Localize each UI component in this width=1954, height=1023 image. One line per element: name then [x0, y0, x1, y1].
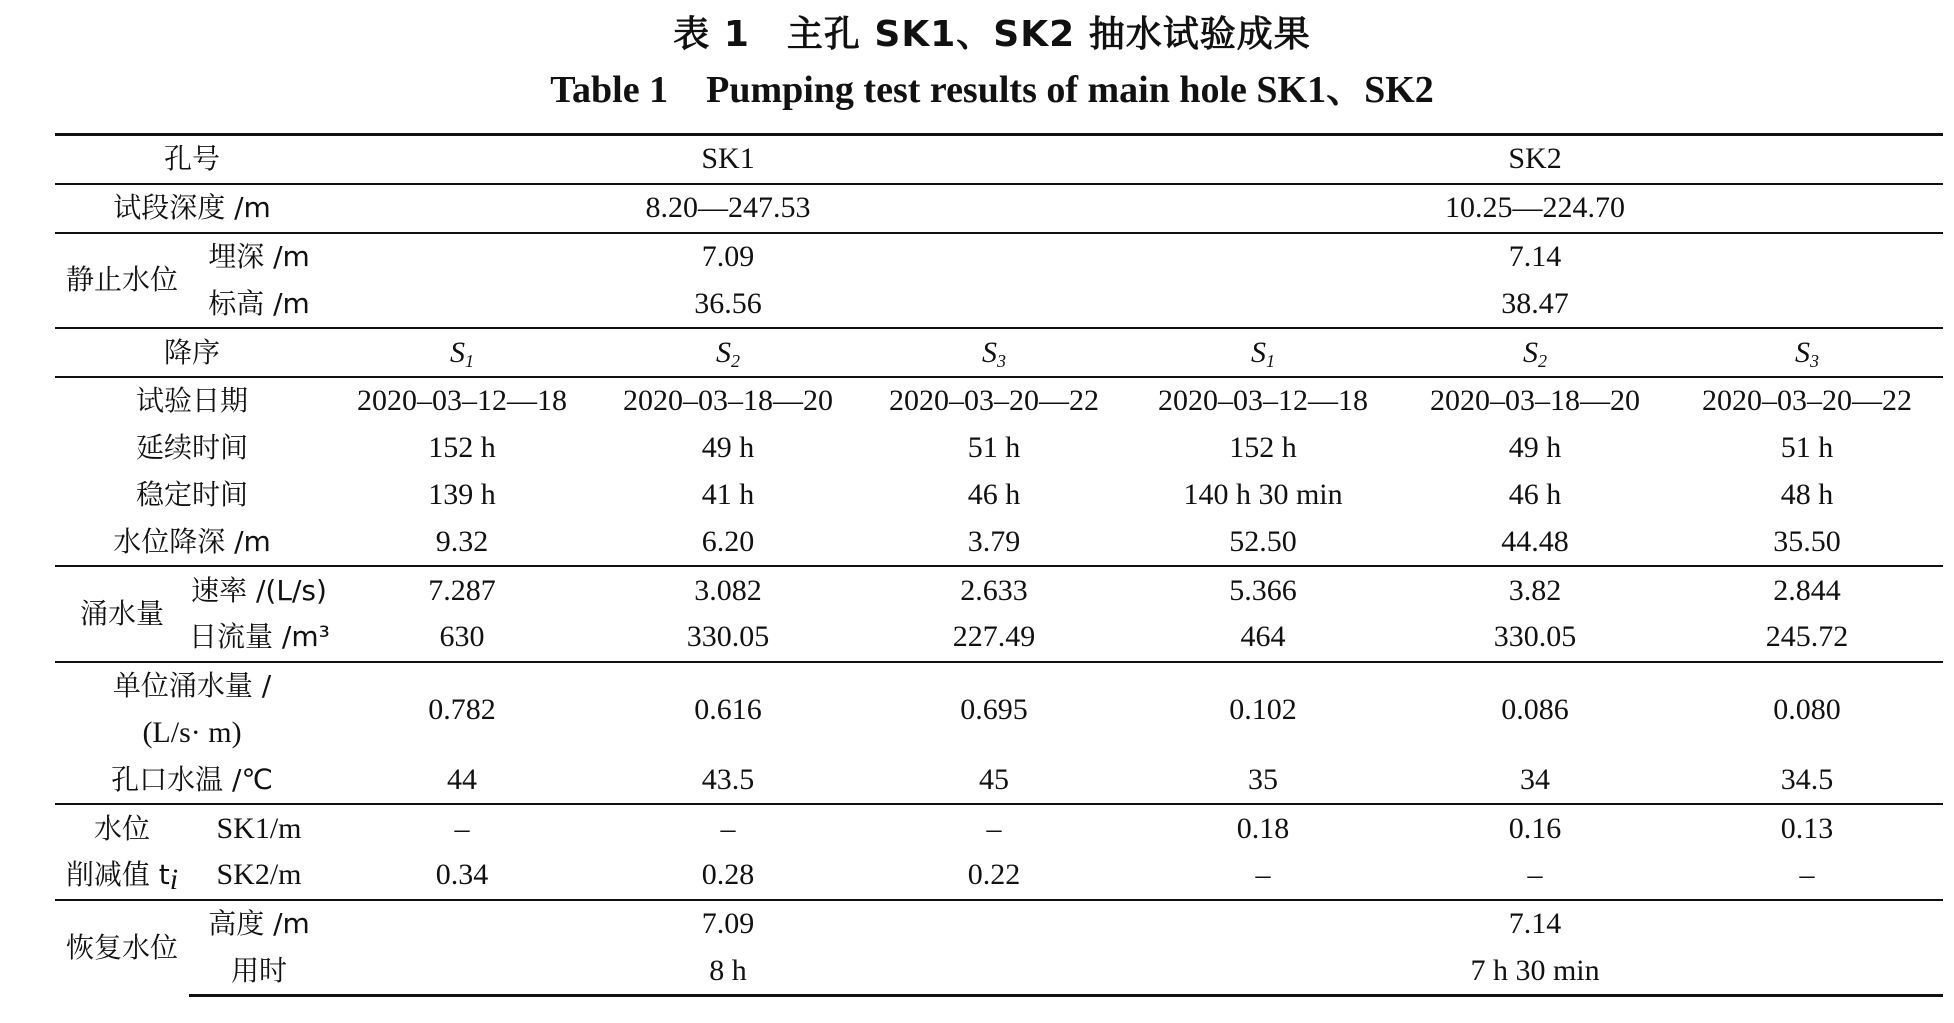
label-unit-yield-line1: 单位涌水量 / [55, 662, 329, 710]
cell-duration: 51 h [1780, 431, 1834, 465]
cell-unit: 0.086 [1399, 662, 1671, 757]
cell-unit: 0.695 [861, 662, 1127, 757]
row-test-date [55, 377, 1943, 425]
cell-date: 2020–03–20—22 [861, 377, 1127, 425]
stage-letter: S [982, 335, 998, 369]
cell-stable: 41 h [701, 477, 755, 511]
hole-sk2-name: SK2 [1127, 135, 1943, 184]
cell-stable: 140 h 30 min [1183, 477, 1343, 511]
label-stable-time: 稳定时间 [136, 477, 249, 511]
stage-sub: 2 [1538, 350, 1548, 371]
cell-duration: 49 h [701, 431, 755, 465]
cell-daily: 630 [439, 620, 485, 654]
reduction-sub: i [169, 863, 179, 897]
row-static-elevation [55, 280, 1943, 328]
cell-drawdown: 44.48 [1501, 524, 1569, 558]
cell-stable: 46 h [967, 477, 1021, 511]
label-duration: 延续时间 [136, 431, 249, 465]
cell-drawdown: 52.50 [1229, 524, 1297, 558]
cell-date: 2020–03–18—20 [1399, 377, 1671, 425]
cell-duration: 152 h [1229, 431, 1297, 465]
label-reduction-line1: 水位 [55, 804, 189, 852]
cell-temp: 43.5 [701, 762, 755, 796]
stage-letter: S [1795, 335, 1811, 369]
cell-rate: 3.82 [1399, 566, 1671, 614]
row-depth [55, 184, 1943, 233]
cell-red-sk1: – [595, 804, 861, 852]
cell-red-sk2: – [1799, 858, 1815, 892]
cell-rate: 2.844 [1671, 566, 1943, 614]
row-yield-rate [55, 566, 1943, 614]
stage-letter: S [1523, 335, 1539, 369]
row-stable-time [55, 472, 1943, 519]
label-elevation: 标高 /m [208, 286, 310, 320]
cell-daily: 464 [1240, 620, 1286, 654]
cell-temp: 35 [1248, 762, 1279, 796]
cell-temp: 44 [447, 762, 478, 796]
cell-red-sk2: – [1527, 858, 1543, 892]
caption-chinese: 表 1 主孔 SK1、SK2 抽水试验成果 [673, 14, 1311, 55]
cell-red-sk1: – [861, 804, 1127, 852]
cell-drawdown: 6.20 [701, 524, 755, 558]
row-unit-yield-a [55, 662, 1943, 710]
row-hole-no [55, 135, 1943, 184]
row-recovery-height [55, 900, 1943, 948]
stage-sub: 2 [731, 350, 741, 371]
sk2-recovery-height: 7.14 [1127, 900, 1943, 948]
cell-stable: 48 h [1780, 477, 1834, 511]
row-reduction-sk2 [55, 852, 1943, 900]
cell-unit: 0.616 [595, 662, 861, 757]
row-static-burial [55, 233, 1943, 281]
stage-symbol [1671, 328, 1943, 377]
cell-duration: 49 h [1508, 431, 1562, 465]
cell-red-sk2: 0.34 [435, 858, 489, 892]
cell-red-sk1: 0.13 [1671, 804, 1943, 852]
cell-unit: 0.080 [1671, 662, 1943, 757]
cell-stable: 139 h [428, 477, 496, 511]
label-static-level: 静止水位 [55, 233, 189, 329]
stage-symbol [329, 328, 595, 377]
cell-unit: 0.102 [1127, 662, 1399, 757]
hole-sk1-name: SK1 [329, 135, 1127, 184]
sk2-burial: 7.14 [1127, 233, 1943, 281]
label-recovery: 恢复水位 [55, 900, 189, 996]
cell-date: 2020–03–12—18 [1127, 377, 1399, 425]
label-depth: 试段深度 /m [55, 184, 329, 233]
stage-symbol [595, 328, 861, 377]
cell-rate: 2.633 [861, 566, 1127, 614]
sk1-recovery-height: 7.09 [329, 900, 1127, 948]
stage-symbol [1399, 328, 1671, 377]
row-reduction-sk1 [55, 804, 1943, 852]
caption-english: Table 1 Pumping test results of main hole SK1、SK2 [550, 69, 1434, 111]
stage-letter: S [450, 335, 466, 369]
label-sk1m: SK1/m [189, 804, 329, 852]
stage-sub: 1 [465, 350, 475, 371]
sk2-recovery-time: 7 h 30 min [1127, 948, 1943, 996]
cell-date: 2020–03–18—20 [595, 377, 861, 425]
label-temperature: 孔口水温 /℃ [111, 762, 273, 796]
stage-symbol [861, 328, 1127, 377]
stage-sub: 3 [997, 350, 1007, 371]
sk1-depth: 8.20—247.53 [329, 184, 1127, 233]
cell-unit: 0.782 [329, 662, 595, 757]
cell-drawdown: 9.32 [435, 524, 489, 558]
cell-temp: 45 [979, 762, 1010, 796]
reduction-text: 削减值 t [65, 858, 170, 892]
cell-red-sk2: 0.22 [967, 858, 1021, 892]
label-hole-no: 孔号 [55, 135, 329, 184]
cell-red-sk2: 0.28 [701, 858, 755, 892]
table-caption [0, 8, 1954, 116]
cell-daily: 227.49 [952, 620, 1036, 654]
cell-red-sk1: 0.16 [1399, 804, 1671, 852]
label-rate: 速率 /(L/s) [189, 566, 329, 614]
cell-drawdown: 3.79 [967, 524, 1021, 558]
cell-daily: 245.72 [1765, 620, 1849, 654]
row-recovery-time [55, 948, 1943, 996]
row-drawdown-order [55, 328, 1943, 377]
cell-drawdown: 35.50 [1773, 524, 1841, 558]
row-yield-daily [55, 614, 1943, 662]
cell-date: 2020–03–20—22 [1671, 377, 1943, 425]
cell-red-sk1: 0.18 [1127, 804, 1399, 852]
label-test-date: 试验日期 [55, 377, 329, 425]
cell-daily: 330.05 [1493, 620, 1577, 654]
label-burial-depth: 埋深 /m [189, 233, 329, 281]
label-drawdown-order: 降序 [55, 328, 329, 377]
label-daily-flow: 日流量 /m³ [189, 620, 330, 654]
cell-rate: 7.287 [329, 566, 595, 614]
label-sk2m: SK2/m [216, 858, 302, 892]
sk2-depth: 10.25—224.70 [1127, 184, 1943, 233]
sk1-burial: 7.09 [329, 233, 1127, 281]
sk1-recovery-time: 8 h [329, 948, 1127, 996]
pumping-test-table [55, 133, 1943, 997]
stage-sub: 1 [1266, 350, 1276, 371]
label-height: 高度 /m [189, 900, 329, 948]
stage-sub: 3 [1810, 350, 1820, 371]
label-reduction-line2 [55, 852, 189, 900]
cell-duration: 152 h [428, 431, 496, 465]
label-drawdown: 水位降深 /m [113, 524, 271, 558]
row-temperature [55, 756, 1943, 804]
cell-duration: 51 h [967, 431, 1021, 465]
label-water-yield: 涌水量 [55, 566, 189, 662]
label-unit-yield-line2: (L/s· m) [142, 715, 242, 749]
sk2-elevation: 38.47 [1501, 286, 1569, 320]
label-time-used: 用时 [189, 948, 329, 996]
stage-letter: S [716, 335, 732, 369]
cell-red-sk1: – [329, 804, 595, 852]
cell-stable: 46 h [1508, 477, 1562, 511]
stage-letter: S [1251, 335, 1267, 369]
cell-daily: 330.05 [686, 620, 770, 654]
stage-symbol [1127, 328, 1399, 377]
cell-red-sk2: – [1255, 858, 1271, 892]
row-duration [55, 425, 1943, 472]
cell-rate: 5.366 [1127, 566, 1399, 614]
sk1-elevation: 36.56 [694, 286, 762, 320]
cell-temp: 34.5 [1780, 762, 1834, 796]
row-drawdown [55, 518, 1943, 566]
cell-rate: 3.082 [595, 566, 861, 614]
cell-date: 2020–03–12—18 [329, 377, 595, 425]
cell-temp: 34 [1520, 762, 1551, 796]
